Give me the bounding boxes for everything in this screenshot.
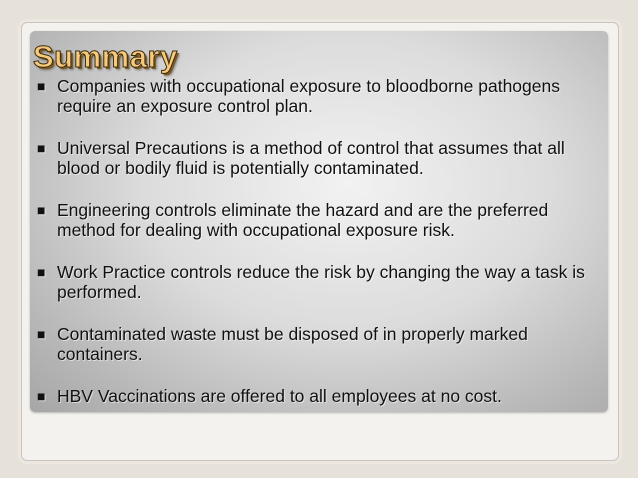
bullet-item bbox=[36, 262, 606, 302]
square-bullet-icon: ■ bbox=[37, 78, 46, 94]
bullet-text: HBV Vaccinations are offered to all employees at no cost. bbox=[57, 386, 502, 406]
bullet-item bbox=[36, 386, 606, 406]
square-bullet-icon: ■ bbox=[37, 202, 46, 218]
bullet-text: Work Practice controls reduce the risk by changing the way a task is performed. bbox=[57, 262, 585, 302]
square-bullet-icon: ■ bbox=[37, 388, 46, 404]
square-bullet-icon: ■ bbox=[37, 140, 46, 156]
bullet-text: Contaminated waste must be disposed of in properly marked containers. bbox=[57, 324, 528, 364]
square-bullet-icon: ■ bbox=[37, 326, 46, 342]
square-bullet-icon: ■ bbox=[37, 264, 46, 280]
bullet-item bbox=[36, 138, 606, 178]
bullet-text: Engineering controls eliminate the hazard and are the preferred method for dealing with occupational exposure risk. bbox=[57, 200, 549, 240]
bullet-item bbox=[36, 76, 606, 116]
bullet-text: Companies with occupational exposure to bloodborne pathogens require an exposure control plan. bbox=[57, 76, 560, 116]
bullet-text: Universal Precautions is a method of control that assumes that all blood or bodily fluid is potentially contaminated. bbox=[57, 138, 565, 178]
bullet-list bbox=[36, 76, 606, 428]
bullet-item bbox=[36, 324, 606, 364]
slide-title: Summary bbox=[33, 39, 178, 74]
bullet-item bbox=[36, 200, 606, 240]
